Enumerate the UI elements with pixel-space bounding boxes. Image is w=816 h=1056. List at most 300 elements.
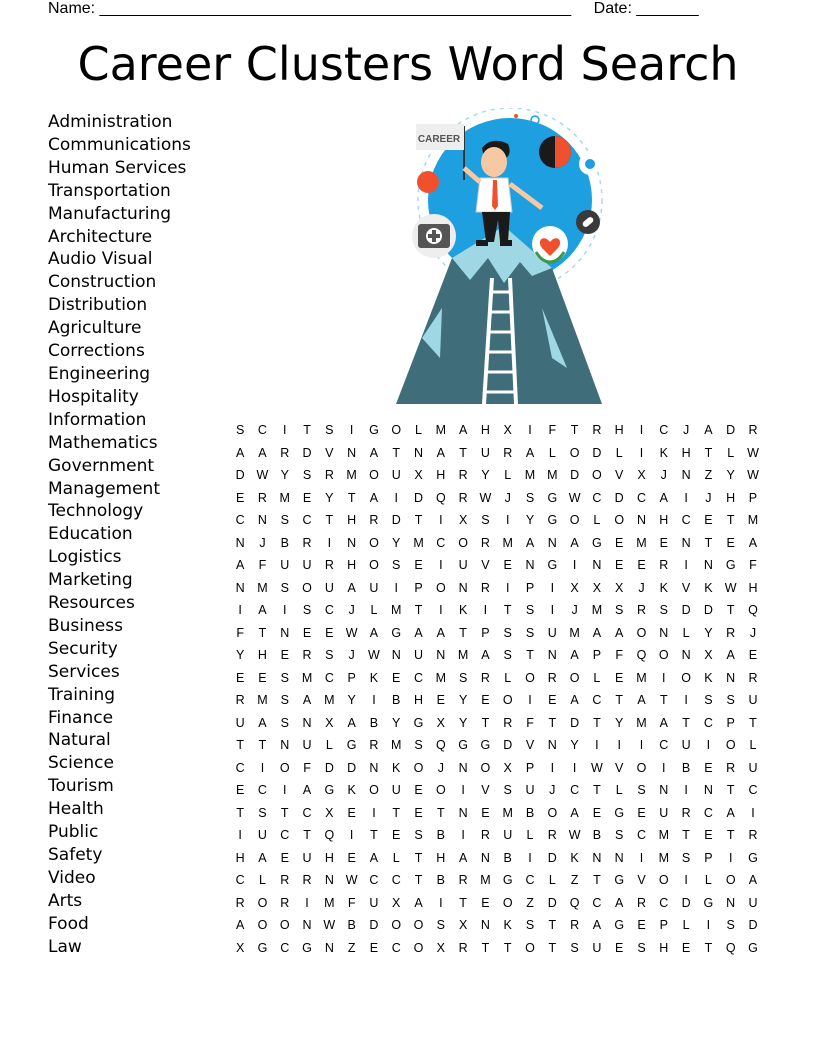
grid-letter[interactable]: W xyxy=(345,873,358,887)
grid-letter[interactable]: B xyxy=(592,828,602,842)
grid-letter[interactable]: S xyxy=(414,828,423,842)
grid-letter[interactable]: T xyxy=(704,940,713,955)
grid-letter[interactable]: S xyxy=(615,603,624,617)
grid-letter[interactable]: J xyxy=(571,603,578,617)
grid-letter[interactable]: R xyxy=(324,558,334,572)
grid-letter[interactable]: C xyxy=(681,513,691,527)
grid-letter[interactable]: O xyxy=(614,513,625,527)
grid-letter[interactable]: U xyxy=(280,558,290,572)
grid-letter[interactable]: F xyxy=(526,715,534,730)
grid-letter[interactable]: M xyxy=(301,670,313,685)
grid-letter[interactable]: E xyxy=(414,558,423,572)
grid-letter[interactable]: C xyxy=(235,760,245,775)
grid-letter[interactable]: O xyxy=(636,760,647,775)
grid-letter[interactable]: X xyxy=(503,423,512,437)
grid-letter[interactable]: T xyxy=(548,940,557,955)
grid-letter[interactable]: A xyxy=(748,535,758,550)
grid-letter[interactable]: Q xyxy=(435,738,446,752)
grid-letter[interactable]: C xyxy=(592,693,602,707)
grid-letter[interactable]: C xyxy=(570,783,580,797)
grid-letter[interactable]: L xyxy=(258,873,266,887)
grid-letter[interactable]: M xyxy=(413,535,424,550)
grid-letter[interactable]: O xyxy=(413,918,424,932)
grid-letter[interactable]: C xyxy=(659,423,669,437)
grid-letter[interactable]: M xyxy=(435,670,447,685)
grid-letter[interactable]: X xyxy=(392,895,401,910)
grid-letter[interactable]: A xyxy=(458,423,468,437)
grid-letter[interactable]: N xyxy=(480,850,490,865)
grid-letter[interactable]: N xyxy=(458,805,468,820)
grid-letter[interactable]: O xyxy=(569,445,580,460)
grid-letter[interactable]: B xyxy=(681,760,691,775)
grid-letter[interactable]: G xyxy=(614,873,625,887)
grid-letter[interactable]: C xyxy=(257,783,267,797)
grid-letter[interactable]: L xyxy=(704,873,712,887)
grid-letter[interactable]: N xyxy=(280,738,290,752)
grid-letter[interactable]: A xyxy=(458,850,468,865)
grid-letter[interactable]: W xyxy=(568,828,581,842)
grid-letter[interactable]: F xyxy=(347,895,356,910)
grid-letter[interactable]: A xyxy=(615,895,624,910)
grid-letter[interactable]: I xyxy=(595,738,599,752)
grid-letter[interactable]: C xyxy=(659,895,669,910)
grid-letter[interactable]: V xyxy=(325,445,334,460)
grid-letter[interactable]: C xyxy=(324,670,334,685)
grid-letter[interactable]: N xyxy=(324,873,334,887)
grid-letter[interactable]: K xyxy=(458,603,468,617)
grid-letter[interactable]: O xyxy=(369,468,379,482)
grid-letter[interactable]: L xyxy=(415,423,422,437)
grid-letter[interactable]: G xyxy=(413,715,424,730)
grid-letter[interactable]: Y xyxy=(458,693,468,707)
grid-letter[interactable]: A xyxy=(726,805,735,820)
grid-letter[interactable]: R xyxy=(324,468,334,482)
grid-letter[interactable]: E xyxy=(392,670,401,685)
grid-letter[interactable]: S xyxy=(503,648,512,662)
grid-letter[interactable]: R xyxy=(458,468,468,482)
grid-letter[interactable]: A xyxy=(258,715,267,730)
grid-letter[interactable]: T xyxy=(303,423,311,437)
grid-letter[interactable]: E xyxy=(615,670,624,685)
grid-letter[interactable]: S xyxy=(615,828,624,842)
grid-letter[interactable]: O xyxy=(413,760,424,775)
grid-letter[interactable]: P xyxy=(704,850,713,865)
grid-letter[interactable]: E xyxy=(436,693,445,707)
grid-letter[interactable]: H xyxy=(257,648,267,662)
grid-letter[interactable]: R xyxy=(480,670,490,685)
grid-letter[interactable]: X xyxy=(592,580,602,595)
grid-letter[interactable]: L xyxy=(749,738,757,752)
grid-letter[interactable]: I xyxy=(439,558,443,572)
grid-letter[interactable]: I xyxy=(684,873,688,887)
grid-letter[interactable]: I xyxy=(706,738,711,752)
grid-letter[interactable]: C xyxy=(525,873,535,887)
grid-letter[interactable]: A xyxy=(258,850,267,865)
grid-letter[interactable]: M xyxy=(636,535,647,550)
grid-letter[interactable]: P xyxy=(525,580,535,595)
grid-letter[interactable]: E xyxy=(347,805,356,820)
grid-letter[interactable]: T xyxy=(503,940,512,955)
grid-letter[interactable]: M xyxy=(747,513,759,527)
grid-letter[interactable]: U xyxy=(681,738,691,752)
grid-letter[interactable]: S xyxy=(325,423,334,437)
grid-letter[interactable]: E xyxy=(235,670,245,685)
grid-letter[interactable]: I xyxy=(461,828,465,842)
grid-letter[interactable]: U xyxy=(659,805,669,820)
grid-letter[interactable]: G xyxy=(614,805,625,820)
grid-letter[interactable]: E xyxy=(325,625,334,640)
grid-letter[interactable]: T xyxy=(548,715,557,730)
grid-letter[interactable]: P xyxy=(592,648,602,662)
grid-letter[interactable]: I xyxy=(662,670,666,685)
grid-letter[interactable]: I xyxy=(349,828,354,842)
grid-letter[interactable]: A xyxy=(235,445,245,460)
grid-letter[interactable]: T xyxy=(682,828,690,842)
grid-letter[interactable]: A xyxy=(659,715,668,730)
grid-letter[interactable]: M xyxy=(279,490,290,505)
grid-letter[interactable]: M xyxy=(636,715,647,730)
grid-letter[interactable]: I xyxy=(372,805,376,820)
grid-letter[interactable]: X xyxy=(503,760,512,775)
grid-letter[interactable]: I xyxy=(283,783,287,797)
grid-letter[interactable]: T xyxy=(414,850,423,865)
grid-letter[interactable]: O xyxy=(413,940,424,955)
grid-letter[interactable]: D xyxy=(235,468,245,482)
grid-letter[interactable]: S xyxy=(280,580,289,595)
grid-letter[interactable]: X xyxy=(325,805,334,820)
grid-letter[interactable]: N xyxy=(547,738,557,752)
grid-letter[interactable]: O xyxy=(369,535,379,550)
grid-letter[interactable]: R xyxy=(235,693,245,707)
grid-letter[interactable]: E xyxy=(302,625,312,640)
grid-letter[interactable]: T xyxy=(593,873,601,887)
grid-letter[interactable]: Y xyxy=(235,648,245,662)
grid-letter[interactable]: T xyxy=(726,513,735,527)
grid-letter[interactable]: Y xyxy=(325,490,334,505)
grid-letter[interactable]: E xyxy=(258,670,267,685)
grid-letter[interactable]: W xyxy=(590,760,603,775)
grid-letter[interactable]: M xyxy=(502,535,513,550)
grid-letter[interactable]: N xyxy=(347,535,357,550)
grid-letter[interactable]: M xyxy=(391,738,402,752)
grid-letter[interactable]: N xyxy=(347,445,357,460)
grid-letter[interactable]: G xyxy=(324,783,335,797)
grid-letter[interactable]: D xyxy=(703,603,713,617)
grid-letter[interactable]: R xyxy=(592,423,602,437)
grid-letter[interactable]: F xyxy=(615,648,624,662)
grid-letter[interactable]: S xyxy=(503,625,512,640)
grid-letter[interactable]: E xyxy=(392,828,401,842)
grid-letter[interactable]: A xyxy=(570,693,579,707)
grid-letter[interactable]: N xyxy=(257,513,267,527)
grid-letter[interactable]: T xyxy=(414,603,423,617)
grid-letter[interactable]: B xyxy=(436,828,445,842)
grid-letter[interactable]: U xyxy=(748,895,758,910)
grid-letter[interactable]: S xyxy=(280,670,289,685)
grid-letter[interactable]: R xyxy=(748,828,758,842)
grid-letter[interactable]: C xyxy=(369,873,379,887)
grid-letter[interactable]: M xyxy=(257,580,268,595)
grid-letter[interactable]: T xyxy=(481,940,490,955)
grid-letter[interactable]: D xyxy=(570,468,580,482)
grid-letter[interactable]: D xyxy=(570,715,580,730)
grid-letter[interactable]: S xyxy=(704,693,713,707)
grid-letter[interactable]: F xyxy=(749,558,757,572)
grid-letter[interactable]: M xyxy=(257,693,268,707)
grid-letter[interactable]: C xyxy=(748,783,758,797)
grid-letter[interactable]: C xyxy=(280,828,290,842)
grid-letter[interactable]: C xyxy=(235,513,245,527)
grid-letter[interactable]: R xyxy=(302,873,312,887)
grid-letter[interactable]: K xyxy=(369,670,379,685)
grid-letter[interactable]: F xyxy=(303,760,311,775)
grid-letter[interactable]: T xyxy=(659,693,668,707)
grid-letter[interactable]: V xyxy=(481,558,490,572)
grid-letter[interactable]: U xyxy=(324,580,334,595)
grid-letter[interactable]: E xyxy=(748,648,758,662)
grid-letter[interactable]: D xyxy=(324,760,334,775)
grid-letter[interactable]: K xyxy=(347,783,356,797)
grid-letter[interactable]: N xyxy=(592,850,602,865)
grid-letter[interactable]: R xyxy=(235,895,245,910)
grid-letter[interactable]: N xyxy=(391,648,401,662)
grid-letter[interactable]: T xyxy=(258,738,267,752)
grid-letter[interactable]: S xyxy=(302,603,312,617)
grid-letter[interactable]: X xyxy=(458,918,468,932)
grid-letter[interactable]: O xyxy=(369,783,379,797)
grid-letter[interactable]: D xyxy=(748,918,758,932)
grid-letter[interactable]: A xyxy=(235,918,245,932)
grid-letter[interactable]: T xyxy=(749,715,757,730)
grid-letter[interactable]: I xyxy=(439,513,443,527)
grid-letter[interactable]: L xyxy=(615,445,623,460)
grid-letter[interactable]: W xyxy=(747,468,759,482)
grid-letter[interactable]: N xyxy=(726,670,736,685)
grid-letter[interactable]: E xyxy=(637,918,646,932)
grid-letter[interactable]: V xyxy=(525,738,535,752)
grid-letter[interactable]: W xyxy=(724,580,737,595)
grid-letter[interactable]: E xyxy=(481,693,490,707)
grid-letter[interactable]: J xyxy=(549,783,556,797)
grid-letter[interactable]: O xyxy=(725,738,736,752)
grid-letter[interactable]: N xyxy=(703,783,713,797)
grid-letter[interactable]: T xyxy=(437,805,445,820)
grid-letter[interactable]: O xyxy=(569,513,580,527)
grid-letter[interactable]: T xyxy=(370,828,378,842)
grid-letter[interactable]: S xyxy=(726,918,735,932)
grid-letter[interactable]: H xyxy=(659,513,669,527)
grid-letter[interactable]: O xyxy=(391,918,402,932)
grid-letter[interactable]: A xyxy=(347,580,356,595)
grid-letter[interactable]: A xyxy=(481,648,490,662)
grid-letter[interactable]: H xyxy=(436,850,446,865)
grid-letter[interactable]: U xyxy=(525,783,535,797)
grid-letter[interactable]: X xyxy=(637,468,646,482)
grid-letter[interactable]: U xyxy=(592,940,602,955)
grid-letter[interactable]: E xyxy=(704,760,713,775)
grid-letter[interactable]: T xyxy=(615,693,624,707)
grid-letter[interactable]: O xyxy=(592,468,602,482)
grid-letter[interactable]: K xyxy=(704,580,713,595)
grid-letter[interactable]: I xyxy=(283,423,287,437)
grid-letter[interactable]: M xyxy=(391,603,402,617)
grid-letter[interactable]: A xyxy=(726,648,735,662)
grid-letter[interactable]: I xyxy=(684,693,688,707)
grid-letter[interactable]: U xyxy=(503,828,513,842)
grid-letter[interactable]: N xyxy=(659,783,669,797)
grid-letter[interactable]: I xyxy=(327,535,332,550)
grid-letter[interactable]: T xyxy=(325,513,334,527)
grid-letter[interactable]: E xyxy=(414,805,423,820)
grid-letter[interactable]: T xyxy=(280,805,289,820)
grid-letter[interactable]: M xyxy=(457,648,469,662)
grid-letter[interactable]: S xyxy=(726,693,735,707)
grid-letter[interactable]: T xyxy=(347,490,356,505)
grid-letter[interactable]: D xyxy=(302,445,312,460)
grid-letter[interactable]: W xyxy=(479,490,492,505)
grid-letter[interactable]: N xyxy=(681,535,691,550)
grid-letter[interactable]: M xyxy=(547,468,558,482)
grid-letter[interactable]: X xyxy=(414,468,423,482)
grid-letter[interactable]: E xyxy=(637,558,646,572)
grid-letter[interactable]: I xyxy=(706,918,711,932)
grid-letter[interactable]: I xyxy=(684,490,688,505)
grid-letter[interactable]: I xyxy=(394,580,398,595)
grid-letter[interactable]: X xyxy=(325,715,334,730)
grid-letter[interactable]: N xyxy=(636,513,646,527)
grid-letter[interactable]: E xyxy=(615,940,624,955)
grid-letter[interactable]: B xyxy=(280,535,289,550)
grid-letter[interactable]: D xyxy=(726,423,736,437)
grid-letter[interactable]: M xyxy=(324,693,335,707)
grid-letter[interactable]: E xyxy=(659,535,668,550)
grid-letter[interactable]: B xyxy=(392,693,401,707)
grid-letter[interactable]: L xyxy=(548,445,556,460)
grid-letter[interactable]: S xyxy=(525,918,535,932)
grid-letter[interactable]: G xyxy=(458,738,468,752)
grid-letter[interactable]: R xyxy=(302,535,312,550)
grid-letter[interactable]: Q xyxy=(435,490,446,505)
grid-letter[interactable]: P xyxy=(659,918,668,932)
grid-letter[interactable]: U xyxy=(369,580,379,595)
grid-letter[interactable]: N xyxy=(458,760,468,775)
grid-letter[interactable]: E xyxy=(369,940,379,955)
grid-letter[interactable]: A xyxy=(615,625,624,640)
grid-letter[interactable]: R xyxy=(280,445,290,460)
grid-letter[interactable]: N xyxy=(436,648,446,662)
grid-letter[interactable]: A xyxy=(704,423,713,437)
grid-letter[interactable]: U xyxy=(547,625,557,640)
grid-letter[interactable]: E xyxy=(592,805,602,820)
grid-letter[interactable]: I xyxy=(238,828,242,842)
grid-letter[interactable]: Y xyxy=(525,513,535,527)
grid-letter[interactable]: S xyxy=(525,625,535,640)
grid-letter[interactable]: T xyxy=(548,918,557,932)
grid-letter[interactable]: F xyxy=(236,625,244,640)
grid-letter[interactable]: N xyxy=(235,580,245,595)
grid-letter[interactable]: A xyxy=(659,490,668,505)
grid-letter[interactable]: G xyxy=(725,558,736,572)
grid-letter[interactable]: I xyxy=(639,850,644,865)
grid-letter[interactable]: L xyxy=(504,468,512,482)
grid-letter[interactable]: D xyxy=(547,895,557,910)
grid-letter[interactable]: C xyxy=(436,535,446,550)
grid-letter[interactable]: I xyxy=(662,760,666,775)
grid-letter[interactable]: G xyxy=(592,535,602,550)
grid-letter[interactable]: A xyxy=(302,693,312,707)
grid-letter[interactable]: B xyxy=(369,715,379,730)
grid-letter[interactable]: T xyxy=(726,828,735,842)
grid-letter[interactable]: U xyxy=(391,468,401,482)
grid-letter[interactable]: C xyxy=(391,873,401,887)
grid-letter[interactable]: S xyxy=(325,648,334,662)
grid-letter[interactable]: T xyxy=(414,873,423,887)
grid-letter[interactable]: Y xyxy=(458,715,468,730)
grid-letter[interactable]: L xyxy=(727,445,735,460)
grid-letter[interactable]: S xyxy=(637,783,646,797)
grid-letter[interactable]: B xyxy=(347,918,356,932)
grid-letter[interactable]: I xyxy=(550,603,555,617)
grid-letter[interactable]: E xyxy=(235,783,245,797)
grid-letter[interactable]: T xyxy=(503,603,512,617)
grid-letter[interactable]: D xyxy=(503,738,513,752)
grid-letter[interactable]: O xyxy=(391,423,402,437)
grid-letter[interactable]: C xyxy=(636,828,646,842)
grid-letter[interactable]: G xyxy=(614,918,625,932)
grid-letter[interactable]: D xyxy=(681,603,691,617)
grid-letter[interactable]: R xyxy=(280,895,290,910)
grid-letter[interactable]: U xyxy=(748,760,758,775)
grid-letter[interactable]: M xyxy=(636,670,647,685)
grid-letter[interactable]: A xyxy=(302,783,312,797)
grid-letter[interactable]: O xyxy=(435,580,446,595)
grid-letter[interactable]: I xyxy=(528,693,532,707)
grid-letter[interactable]: B xyxy=(503,850,512,865)
grid-letter[interactable]: Q xyxy=(725,940,736,955)
grid-letter[interactable]: N xyxy=(681,648,691,662)
grid-letter[interactable]: I xyxy=(372,693,376,707)
grid-letter[interactable]: C xyxy=(592,895,602,910)
grid-letter[interactable]: Q xyxy=(569,895,580,910)
grid-letter[interactable]: C xyxy=(324,603,334,617)
grid-letter[interactable]: J xyxy=(638,580,645,595)
grid-letter[interactable]: O xyxy=(725,873,736,887)
grid-letter[interactable]: O xyxy=(502,693,513,707)
grid-letter[interactable]: Z xyxy=(704,468,713,482)
grid-letter[interactable]: L xyxy=(682,918,690,932)
grid-letter[interactable]: I xyxy=(483,603,488,617)
grid-letter[interactable]: T xyxy=(459,445,467,460)
grid-letter[interactable]: F xyxy=(258,558,267,572)
grid-letter[interactable]: K xyxy=(704,670,713,685)
grid-letter[interactable]: F xyxy=(548,423,557,437)
grid-letter[interactable]: N xyxy=(659,625,669,640)
grid-letter[interactable]: R xyxy=(503,445,513,460)
grid-letter[interactable]: C xyxy=(636,490,646,505)
grid-letter[interactable]: L xyxy=(392,850,400,865)
grid-letter[interactable]: V xyxy=(681,580,691,595)
grid-letter[interactable]: C xyxy=(302,513,312,527)
grid-letter[interactable]: I xyxy=(394,490,398,505)
grid-letter[interactable]: A xyxy=(570,535,579,550)
grid-letter[interactable]: C xyxy=(391,940,401,955)
grid-letter[interactable]: R xyxy=(681,805,691,820)
grid-letter[interactable]: N xyxy=(280,625,290,640)
grid-letter[interactable]: D xyxy=(592,445,602,460)
grid-letter[interactable]: I xyxy=(260,760,265,775)
grid-letter[interactable]: O xyxy=(525,940,535,955)
grid-letter[interactable]: S xyxy=(235,423,245,437)
